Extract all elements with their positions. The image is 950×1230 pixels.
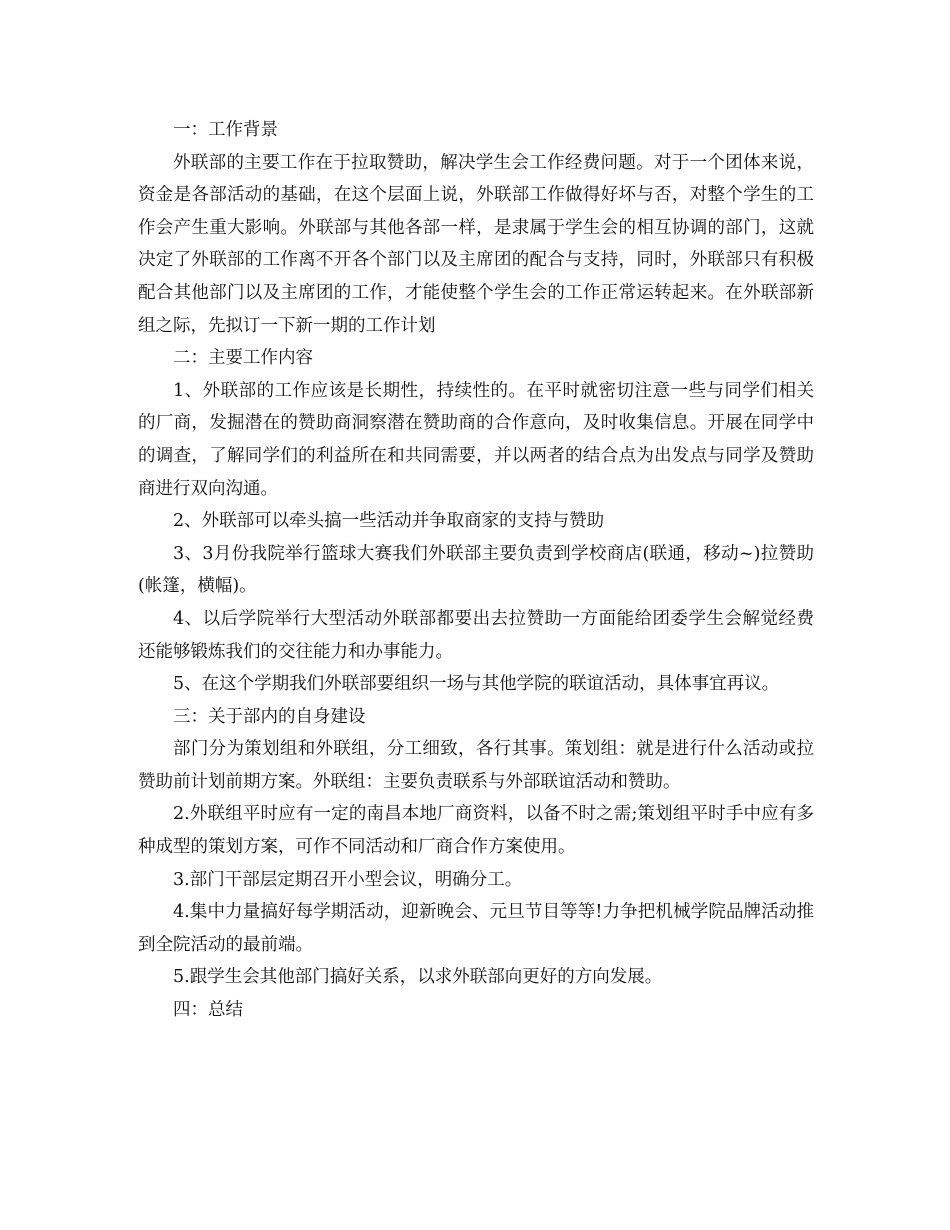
paragraph-work-item-4: 4、以后学院举行大型活动外联部都要出去拉赞助一方面能给团委学生会解觉经费还能够锻炼我们的交往能力和办事能力。	[138, 608, 814, 662]
section-heading-background: 一：工作背景	[173, 120, 278, 140]
paragraph-work-item-1: 1、外联部的工作应该是长期性，持续性的。在平时就密切注意一些与同学们相关的厂商，发掘潜在的赞助商洞察潜在赞助商的合作意向，及时收集信息。开展在同学中的调查，了解同学们的利益所在和共同需要，并以两者的结合点为出发点与同学及赞助商进行双向沟通。	[138, 380, 814, 499]
section-heading-summary: 四：总结	[173, 1000, 243, 1021]
paragraph-building-item-1: 部门分为策划组和外联组，分工细致，各行其事。策划组：就是进行什么活动或拉赞助前计划前期方案。外联组：主要负责联系与外部联谊活动和赞助。	[138, 739, 814, 792]
paragraph-work-item-5: 5、在这个学期我们外联部要组织一场与其他学院的联谊活动，具体事宜再议。	[173, 674, 780, 695]
paragraph-work-item-3: 3、3月份我院举行篮球大赛我们外联部主要负责到学校商店(联通，移动~)拉赞助(帐篷，横幅)。	[138, 543, 814, 597]
paragraph-building-item-3: 3.部门干部层定期召开小型会议，明确分工。	[173, 869, 523, 890]
section-heading-main-work: 二：主要工作内容	[173, 348, 313, 369]
paragraph-building-item-4: 4.集中力量搞好每学期活动，迎新晚会、元旦节目等等!力争把机械学院品牌活动推到全院活动的最前端。	[138, 902, 814, 955]
paragraph-building-item-2: 2.外联组平时应有一定的南昌本地厂商资料，以备不时之需;策划组平时手中应有多种成型的策划方案，可作不同活动和厂商合作方案使用。	[138, 804, 814, 858]
paragraph-work-item-2: 2、外联部可以牵头搞一些活动并争取商家的支持与赞助	[173, 511, 605, 532]
paragraph-building-item-5: 5.跟学生会其他部门搞好关系，以求外联部向更好的方向发展。	[173, 967, 663, 988]
document-body	[138, 114, 814, 1027]
paragraph-background: 外联部的主要工作在于拉取赞助，解决学生会工作经费问题。对于一个团体来说，资金是各部活动的基础，在这个层面上说，外联部工作做得好坏与否，对整个学生的工作会产生重大影响。外联部与其他各部一样，是隶属于学生会的相互协调的部门，这就决定了外联部的工作离不开各个部门以及主席团的配合与支持，同时，外联部只有积极配合其他部门以及主席团的工作，才能使整个学生会的工作正常运转起来。在外联部新组之际，先拟订一下新一期的工作计划	[138, 152, 814, 336]
section-heading-self-building: 三：关于部内的自身建设	[173, 706, 366, 727]
